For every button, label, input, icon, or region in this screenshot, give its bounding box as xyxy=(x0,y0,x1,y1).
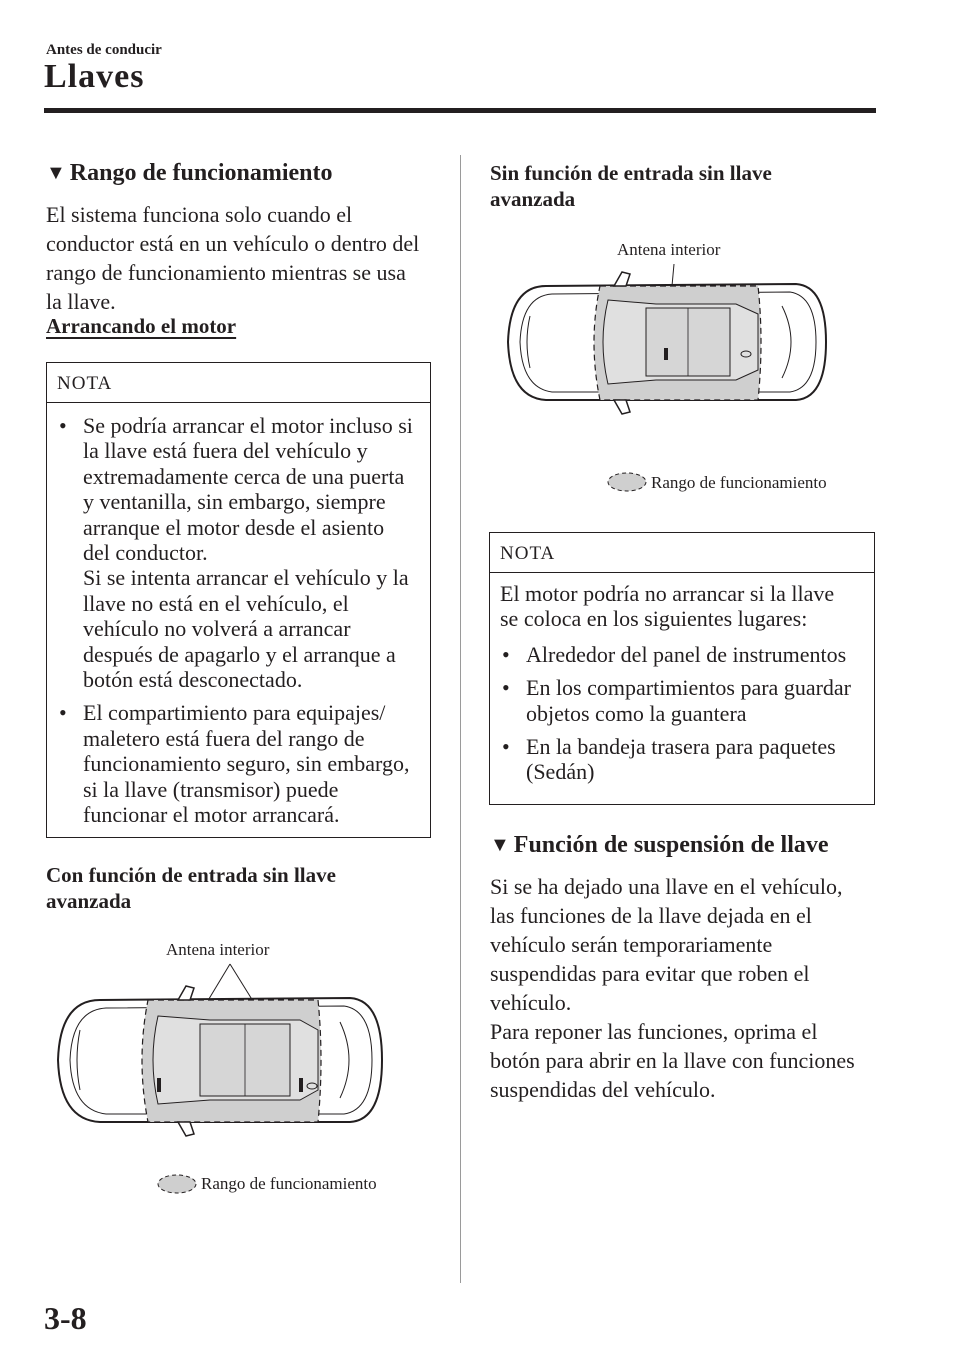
diagram-heading-without-keyless: Sin función de entrada sin llave avanzada xyxy=(490,161,772,211)
list-item: • Alrededor del panel de instrumentos xyxy=(502,641,847,667)
diagram-heading-with-keyless: Con función de entrada sin llave avanzada xyxy=(46,863,336,913)
list-item: • Se podría arrancar el motor incluso si la llave está fuera del vehículo y extremadamente cerca de una puerta y ventanilla, sin embargo, siempre arranque el motor desde el asiento del conductor. Si se intenta arrancar el vehículo y la llave no está en el vehículo, el vehículo no volverá a arrancar después de apagarlo y el arranque a botón está desconectado. xyxy=(59,413,413,693)
triangle-down-icon: ▼ xyxy=(46,162,66,184)
heading-key-suspension: ▼ Función de suspensión de llave xyxy=(490,832,829,858)
triangle-down-icon: ▼ xyxy=(490,834,510,856)
antenna-label: Antena interior xyxy=(166,940,270,959)
chapter-title: Llaves xyxy=(44,58,145,95)
car-diagram-with-keyless xyxy=(40,960,420,1170)
bullet-icon: • xyxy=(502,641,510,667)
page-number: 3-8 xyxy=(44,1300,87,1336)
range-label: Rango de funcionamiento xyxy=(651,473,827,492)
list-item: • En los compartimientos para guardar objetos como la guantera xyxy=(502,675,852,726)
bullet-icon: • xyxy=(59,700,67,726)
bullet-icon: • xyxy=(59,413,67,438)
subheading-starting-engine: Arrancando el motor xyxy=(46,314,237,338)
intro-paragraph: El sistema funciona solo cuando el conductor está en un vehículo o dentro del rango de funcionamiento mientras se usa la llave. xyxy=(46,202,420,314)
range-label: Rango de funcionamiento xyxy=(201,1174,377,1193)
bullet-icon: • xyxy=(502,675,510,701)
column-divider xyxy=(460,155,461,1283)
note-box-left xyxy=(46,362,431,838)
note-title: NOTA xyxy=(47,363,430,403)
antenna-label: Antena interior xyxy=(617,240,721,259)
note-body xyxy=(47,403,430,828)
range-legend-swatch-icon xyxy=(606,470,648,494)
header-rule xyxy=(44,108,876,113)
suspension-paragraph: Si se ha dejado una llave en el vehículo, las funciones de la llave dejada en el vehículo serán temporariamente suspendidas para evitar que roben el vehículo. Para reponer las funciones, oprima el botón para abrir en la llave con funciones suspendidas del vehículo. xyxy=(490,874,855,1102)
note-intro: El motor podría no arrancar si la llave se coloca en los siguientes lugares: xyxy=(500,581,835,632)
heading-operating-range: ▼ Rango de funcionamiento xyxy=(46,160,333,186)
note-title: NOTA xyxy=(490,533,874,573)
list-item: • El compartimiento para equipajes/ maletero está fuera del rango de funcionamiento seguro, sin embargo, si la llave (transmisor) puede funcionar el motor arrancará. xyxy=(59,700,410,828)
car-diagram-without-keyless xyxy=(496,262,836,422)
section-kicker: Antes de conducir xyxy=(46,42,162,58)
range-legend-swatch-icon xyxy=(156,1172,198,1196)
note-body xyxy=(490,573,874,785)
note-box-right xyxy=(489,532,875,805)
bullet-icon: • xyxy=(502,734,510,760)
list-item: • En la bandeja trasera para paquetes (Sedán) xyxy=(502,734,836,785)
